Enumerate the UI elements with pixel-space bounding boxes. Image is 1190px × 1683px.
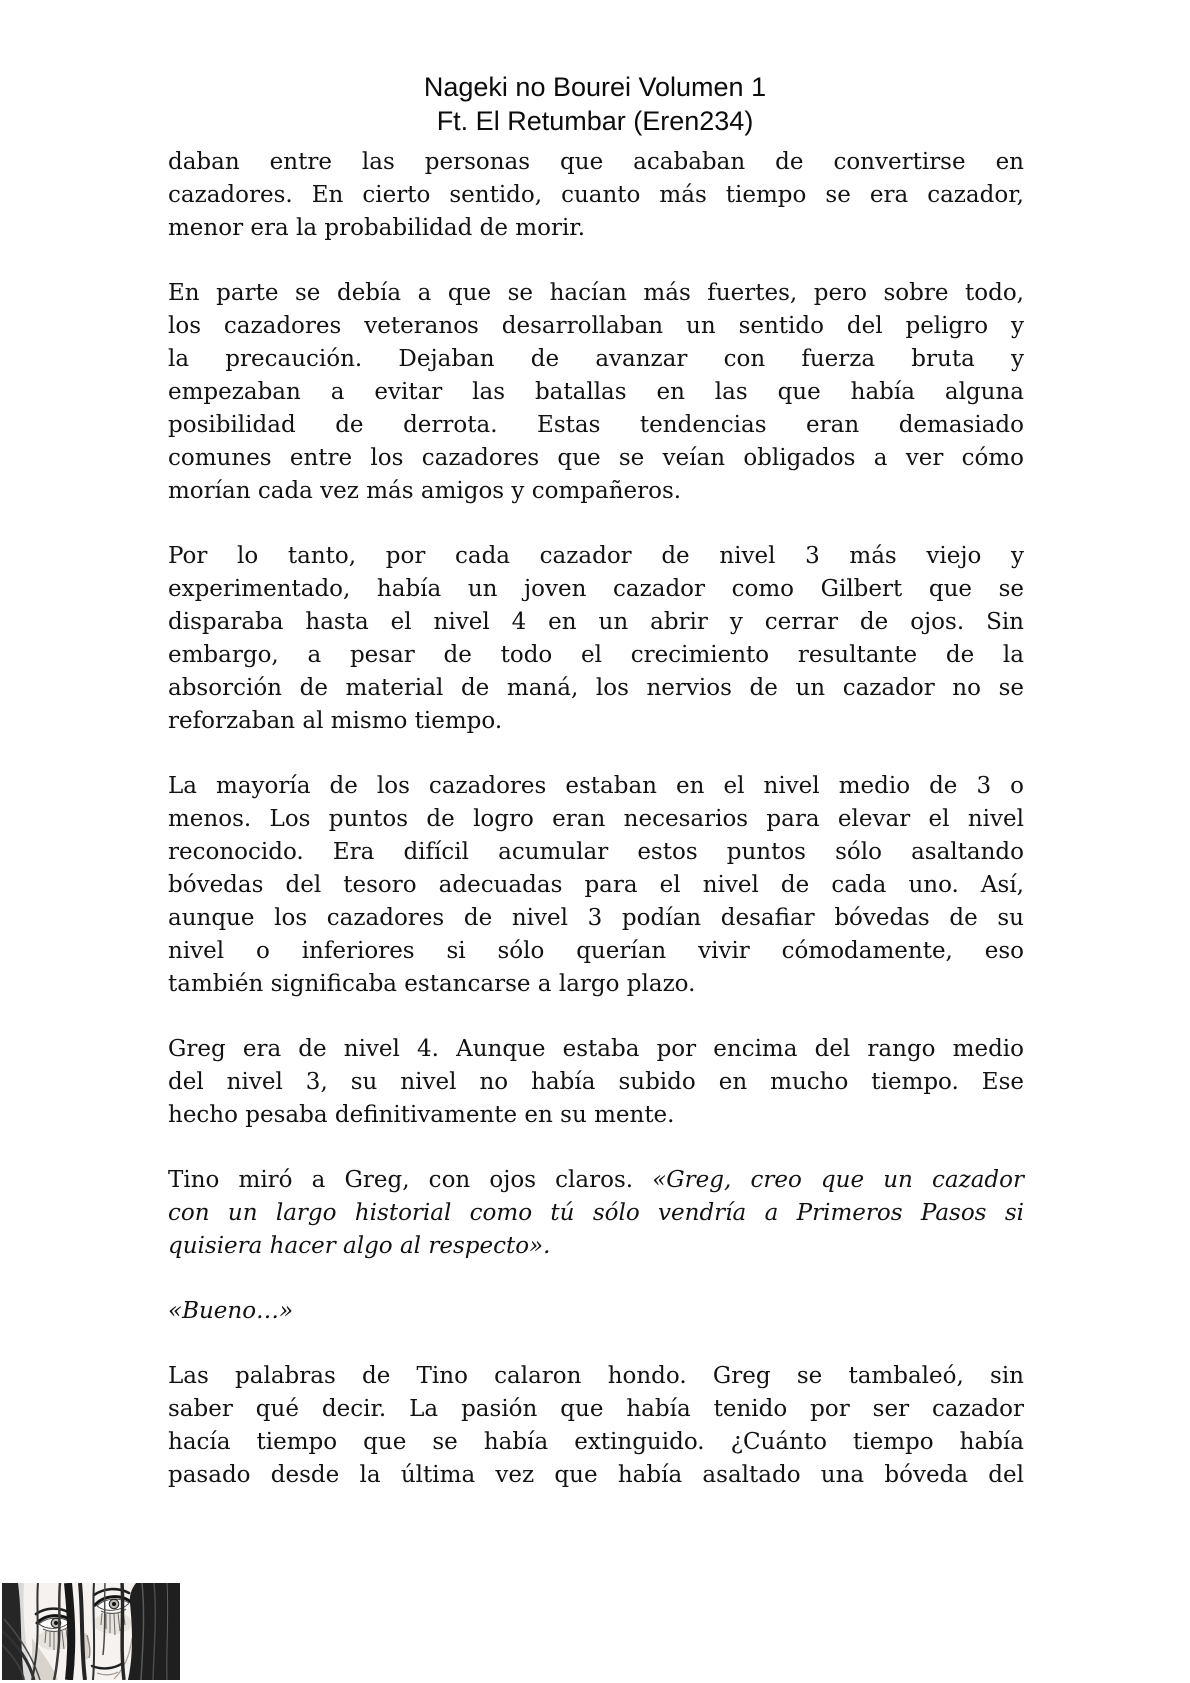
document-body <box>168 146 1024 1492</box>
paragraph <box>168 540 1024 738</box>
text-line <box>168 606 1024 639</box>
manga-face-drawing <box>2 1583 180 1680</box>
text-line <box>168 310 1024 343</box>
text-segment: posibilidad de derrota. Estas tendencias eran demasiado <box>168 412 1024 438</box>
text-segment: la precaución. Dejaban de avanzar con fuerza bruta y <box>168 346 1024 372</box>
title-line-2: Ft. El Retumbar (Eren234) <box>436 106 754 136</box>
text-line <box>168 1230 1024 1263</box>
text-segment: saber qué decir. La pasión que había tenido por ser cazador <box>168 1396 1024 1422</box>
text-segment: absorción de material de maná, los nervios de un cazador no se <box>168 675 1024 701</box>
text-line <box>168 1197 1024 1230</box>
text-line <box>168 1099 1024 1132</box>
text-line <box>168 573 1024 606</box>
paragraph <box>168 1033 1024 1132</box>
text-segment: menos. Los puntos de logro eran necesarios para elevar el nivel <box>168 806 1024 832</box>
text-segment: comunes entre los cazadores que se veían obligados a ver cómo <box>168 445 1024 471</box>
text-segment: también significaba estancarse a largo plazo. <box>168 971 696 997</box>
text-segment: morían cada vez más amigos y compañeros. <box>168 478 682 504</box>
text-line <box>168 475 1024 508</box>
italic-text-segment: «Greg, creo que un cazador <box>652 1167 1024 1193</box>
text-segment: Por lo tanto, por cada cazador de nivel 3 más viejo y <box>168 543 1024 569</box>
text-segment: aunque los cazadores de nivel 3 podían desafiar bóvedas de su <box>168 905 1024 931</box>
text-segment: daban entre las personas que acababan de convertirse en <box>168 149 1024 175</box>
paragraph <box>168 1295 1024 1328</box>
text-line <box>168 212 1024 245</box>
italic-text-segment: con un largo historial como tú sólo vendría a Primeros Pasos si <box>168 1200 1024 1226</box>
text-segment: del nivel 3, su nivel no había subido en mucho tiempo. Ese <box>168 1069 1024 1095</box>
italic-text-segment: quisiera hacer algo al respecto». <box>168 1233 551 1259</box>
text-line <box>168 1033 1024 1066</box>
text-segment: menor era la probabilidad de morir. <box>168 215 586 241</box>
text-line <box>168 1295 1024 1328</box>
text-segment: disparaba hasta el nivel 4 en un abrir y cerrar de ojos. Sin <box>168 609 1024 635</box>
text-segment: Tino miró a Greg, con ojos claros. <box>168 1167 653 1193</box>
paragraph <box>168 1360 1024 1492</box>
text-segment: reforzaban al mismo tiempo. <box>168 708 503 734</box>
text-line <box>168 1066 1024 1099</box>
text-line <box>168 343 1024 376</box>
text-line <box>168 836 1024 869</box>
text-line <box>168 1360 1024 1393</box>
text-segment: En parte se debía a que se hacían más fuertes, pero sobre todo, <box>168 280 1024 306</box>
paragraph <box>168 770 1024 1001</box>
text-line <box>168 705 1024 738</box>
text-segment: Las palabras de Tino calaron hondo. Greg se tambaleó, sin <box>168 1363 1024 1389</box>
text-segment: La mayoría de los cazadores estaban en el nivel medio de 3 o <box>168 773 1024 799</box>
text-segment: embargo, a pesar de todo el crecimiento resultante de la <box>168 642 1024 668</box>
text-segment: experimentado, había un joven cazador como Gilbert que se <box>168 576 1024 602</box>
text-segment: reconocido. Era difícil acumular estos puntos sólo asaltando <box>168 839 1024 865</box>
text-line <box>168 1393 1024 1426</box>
text-line <box>168 146 1024 179</box>
paragraph <box>168 146 1024 245</box>
paragraph <box>168 1164 1024 1263</box>
text-line <box>168 1426 1024 1459</box>
text-segment: bóvedas del tesoro adecuadas para el nivel de cada uno. Así, <box>168 872 1024 898</box>
text-segment: Greg era de nivel 4. Aunque estaba por encima del rango medio <box>168 1036 1024 1062</box>
text-line <box>168 639 1024 672</box>
text-segment: cazadores. En cierto sentido, cuanto más tiempo se era cazador, <box>168 182 1024 208</box>
text-line <box>168 409 1024 442</box>
text-line <box>168 277 1024 310</box>
text-line <box>168 869 1024 902</box>
text-line <box>168 968 1024 1001</box>
text-line <box>168 1459 1024 1492</box>
text-line <box>168 1164 1024 1197</box>
text-segment: nivel o inferiores si sólo querían vivir cómodamente, eso <box>168 938 1024 964</box>
text-segment: hecho pesaba definitivamente en su mente. <box>168 1102 675 1128</box>
text-line <box>168 803 1024 836</box>
text-line <box>168 770 1024 803</box>
text-line <box>168 442 1024 475</box>
text-segment: pasado desde la última vez que había asaltado una bóveda del <box>168 1462 1024 1488</box>
text-line <box>168 540 1024 573</box>
text-line <box>168 902 1024 935</box>
manga-face-illustration <box>2 1583 180 1680</box>
text-segment: hacía tiempo que se había extinguido. ¿Cuánto tiempo había <box>168 1429 1024 1455</box>
text-segment: los cazadores veteranos desarrollaban un sentido del peligro y <box>168 313 1024 339</box>
paragraph <box>168 277 1024 508</box>
document-header <box>0 70 1190 138</box>
text-segment: empezaban a evitar las batallas en las que había alguna <box>168 379 1024 405</box>
text-line <box>168 935 1024 968</box>
title-line-1: Nageki no Bourei Volumen 1 <box>423 72 767 102</box>
text-line <box>168 376 1024 409</box>
text-line <box>168 179 1024 212</box>
text-line <box>168 672 1024 705</box>
italic-text-segment: «Bueno…» <box>168 1298 294 1324</box>
